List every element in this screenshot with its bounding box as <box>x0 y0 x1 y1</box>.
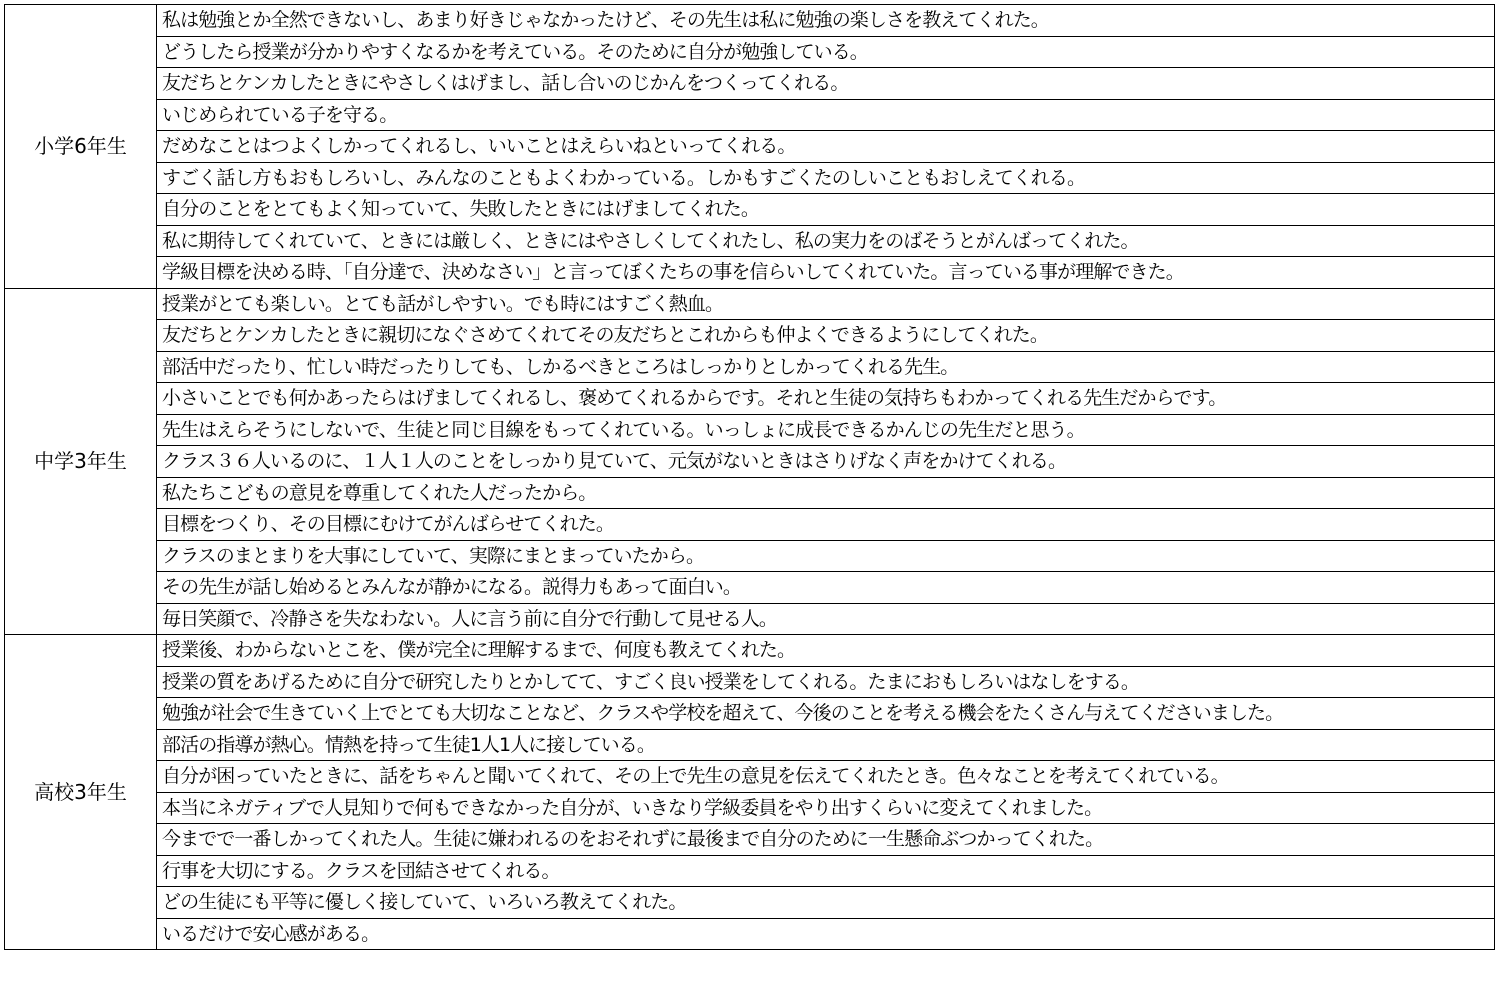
table-row <box>5 131 1495 163</box>
table-row <box>5 162 1495 194</box>
table-row <box>5 855 1495 887</box>
table-row <box>5 603 1495 635</box>
comment-cell: 目標をつくり、その目標にむけてがんばらせてくれた。 <box>157 509 1495 541</box>
table-row <box>5 824 1495 856</box>
table-row <box>5 729 1495 761</box>
comment-cell: 部活の指導が熱心。情熱を持って生徒1人1人に接している。 <box>157 729 1495 761</box>
table-row <box>5 792 1495 824</box>
comment-cell: 授業の質をあげるために自分で研究したりとかしてて、すごく良い授業をしてくれる。たまにおもしろいはなしをする。 <box>157 666 1495 698</box>
comment-cell: 私に期待してくれていて、ときには厳しく、ときにはやさしくしてくれたし、私の実力をのばそうとがんばってくれた。 <box>157 225 1495 257</box>
table-row <box>5 36 1495 68</box>
grade-group-label: 中学3年生 <box>5 288 157 635</box>
table-row <box>5 477 1495 509</box>
table-row <box>5 918 1495 950</box>
table-row <box>5 194 1495 226</box>
table-row <box>5 509 1495 541</box>
table-row <box>5 320 1495 352</box>
table-row <box>5 635 1495 667</box>
table-row <box>5 887 1495 919</box>
comment-cell: 勉強が社会で生きていく上でとても大切なことなど、クラスや学校を超えて、今後のことを考える機会をたくさん与えてくださいました。 <box>157 698 1495 730</box>
comment-cell: 毎日笑顔で、冷静さを失なわない。人に言う前に自分で行動して見せる人。 <box>157 603 1495 635</box>
comment-cell: 今までで一番しかってくれた人。生徒に嫌われるのをおそれずに最後まで自分のために一生懸命ぶつかってくれた。 <box>157 824 1495 856</box>
comment-cell: 友だちとケンカしたときにやさしくはげまし、話し合いのじかんをつくってくれる。 <box>157 68 1495 100</box>
table-row <box>5 99 1495 131</box>
comment-cell: 学級目標を決める時、「自分達で、決めなさい」と言ってぼくたちの事を信らいしてくれていた。言っている事が理解できた。 <box>157 257 1495 289</box>
table-row <box>5 68 1495 100</box>
comment-cell: 授業がとても楽しい。とても話がしやすい。でも時にはすごく熱血。 <box>157 288 1495 320</box>
grade-group-label: 小学6年生 <box>5 5 157 289</box>
comment-cell: いじめられている子を守る。 <box>157 99 1495 131</box>
comment-cell: クラスのまとまりを大事にしていて、実際にまとまっていたから。 <box>157 540 1495 572</box>
table-row <box>5 5 1495 37</box>
table-row <box>5 666 1495 698</box>
comment-cell: その先生が話し始めるとみんなが静かになる。説得力もあって面白い。 <box>157 572 1495 604</box>
comment-cell: 私たちこどもの意見を尊重してくれた人だったから。 <box>157 477 1495 509</box>
comment-cell: 自分のことをとてもよく知っていて、失敗したときにはげましてくれた。 <box>157 194 1495 226</box>
table-body <box>5 5 1495 950</box>
comment-cell: すごく話し方もおもしろいし、みんなのこともよくわかっている。しかもすごくたのしいこともおしえてくれる。 <box>157 162 1495 194</box>
comment-cell: 友だちとケンカしたときに親切になぐさめてくれてその友だちとこれからも仲よくできるようにしてくれた。 <box>157 320 1495 352</box>
table-row <box>5 698 1495 730</box>
comment-cell: 本当にネガティブで人見知りで何もできなかった自分が、いきなり学級委員をやり出すくらいに変えてくれました。 <box>157 792 1495 824</box>
comment-cell: どの生徒にも平等に優しく接していて、いろいろ教えてくれた。 <box>157 887 1495 919</box>
comment-cell: 授業後、わからないとこを、僕が完全に理解するまで、何度も教えてくれた。 <box>157 635 1495 667</box>
comment-cell: どうしたら授業が分かりやすくなるかを考えている。そのために自分が勉強している。 <box>157 36 1495 68</box>
table-row <box>5 761 1495 793</box>
comment-cell: だめなことはつよくしかってくれるし、いいことはえらいねといってくれる。 <box>157 131 1495 163</box>
table-row <box>5 257 1495 289</box>
comment-cell: 私は勉強とか全然できないし、あまり好きじゃなかったけど、その先生は私に勉強の楽しさを教えてくれた。 <box>157 5 1495 37</box>
table-row <box>5 540 1495 572</box>
table-row <box>5 288 1495 320</box>
comment-cell: 部活中だったり、忙しい時だったりしても、しかるべきところはしっかりとしかってくれる先生。 <box>157 351 1495 383</box>
table-row <box>5 414 1495 446</box>
comment-cell: 先生はえらそうにしないで、生徒と同じ目線をもってくれている。いっしょに成長できるかんじの先生だと思う。 <box>157 414 1495 446</box>
comment-cell: 行事を大切にする。クラスを団結させてくれる。 <box>157 855 1495 887</box>
comment-cell: 自分が困っていたときに、話をちゃんと聞いてくれて、その上で先生の意見を伝えてくれたとき。色々なことを考えてくれている。 <box>157 761 1495 793</box>
table-row <box>5 383 1495 415</box>
table-row <box>5 225 1495 257</box>
comment-cell: 小さいことでも何かあったらはげましてくれるし、褒めてくれるからです。それと生徒の気持ちもわかってくれる先生だからです。 <box>157 383 1495 415</box>
comment-cell: いるだけで安心感がある。 <box>157 918 1495 950</box>
grade-group-label: 高校3年生 <box>5 635 157 950</box>
table-row <box>5 572 1495 604</box>
comment-cell: クラス３６人いるのに、１人１人のことをしっかり見ていて、元気がないときはさりげなく声をかけてくれる。 <box>157 446 1495 478</box>
survey-comments-table <box>4 4 1495 950</box>
table-row <box>5 351 1495 383</box>
table-row <box>5 446 1495 478</box>
